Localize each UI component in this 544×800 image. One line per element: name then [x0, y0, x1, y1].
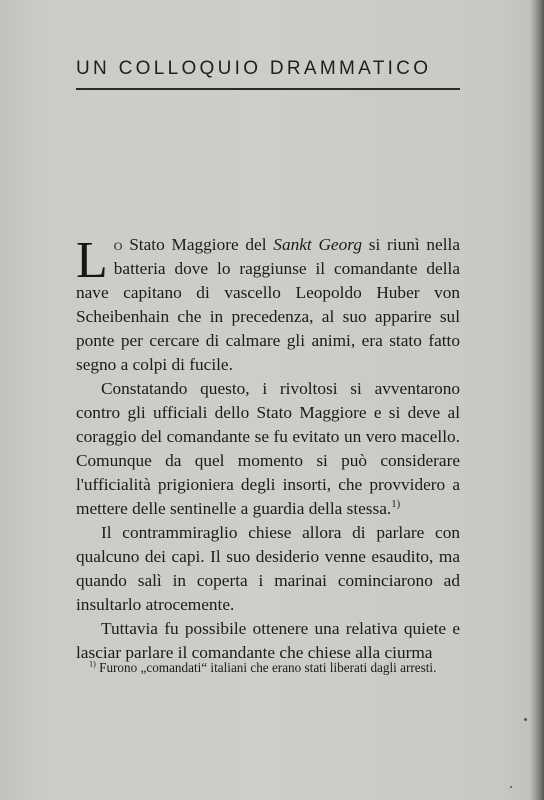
paragraph-3: Il contrammiraglio chiese allora di parlare con qualcuno dei capi. Il suo desiderio venne esaudito, ma quando salì in coperta i marinai cominciarono ad insultarlo atrocemente. [76, 523, 460, 614]
ship-name: Sankt Georg [273, 235, 362, 254]
footnote-reference: 1) [391, 498, 401, 511]
title-rule [76, 88, 460, 90]
chapter-title: UN COLLOQUIO DRAMMATICO [76, 58, 432, 79]
paragraph-1-text-b: si riunì nella batteria dove lo raggiunse il comandante della nave capitano di vascello Leopoldo Huber von Scheibenhain che in precedenza, al suo apparire sul ponte per cercare di calmare gli animi, era stato fatto segno a colpi di fucile. [76, 235, 460, 374]
body-text [76, 233, 460, 665]
first-word: o [113, 235, 123, 254]
paragraph-4: Tuttavia fu possibile ottenere una relativa quiete e lasciar parlare il comandante che chiese alla ciurma [76, 619, 460, 662]
page-edge-shadow [530, 0, 544, 800]
paper-speck [510, 786, 512, 788]
paragraph-1 [76, 233, 460, 377]
drop-cap: L [76, 232, 108, 289]
footnote-separator [76, 649, 460, 650]
footnote-text: Furono „comandati“ italiani che erano stati liberati dagli arresti. [95, 660, 437, 675]
paper-speck [524, 718, 527, 721]
footnote [76, 659, 460, 676]
paragraph-2-text: Constatando questo, i rivoltosi si avventarono contro gli ufficiali dello Stato Maggiore e si deve al coraggio del comandante se fu evitato un vero macello. Comunque da quel momento si può considerare l'ufficialità prigioniera degli insorti, che provvidero a mettere delle sentinelle a guardia della stessa. [76, 379, 460, 518]
paragraph-1-text-a: Stato Maggiore del [122, 235, 274, 254]
paragraph-2 [76, 377, 460, 521]
footnote-marker: 1) [89, 659, 96, 669]
